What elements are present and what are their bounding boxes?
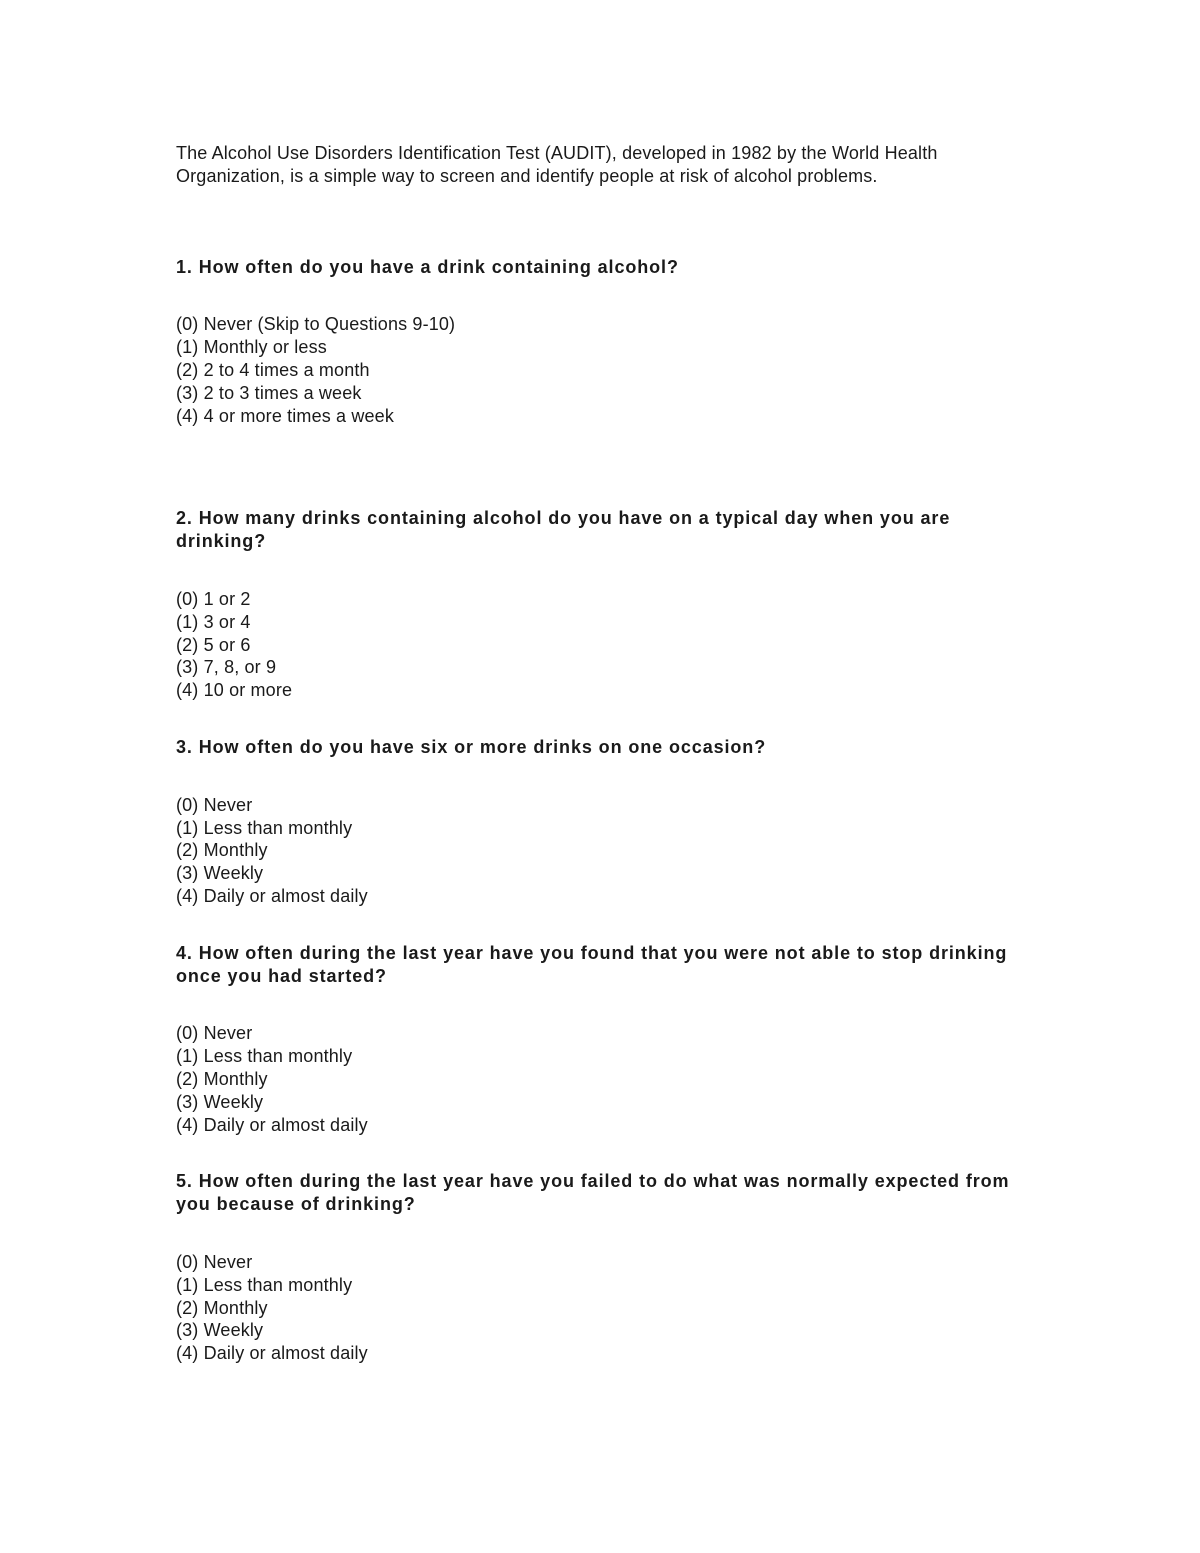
answer-option: (1) 3 or 4 xyxy=(176,611,251,632)
document-page xyxy=(176,142,1036,1365)
answer-option: (3) 2 to 3 times a week xyxy=(176,382,362,403)
answer-option: (2) 5 or 6 xyxy=(176,634,251,655)
intro-paragraph: The Alcohol Use Disorders Identification Test (AUDIT), developed in 1982 by the World Health Organization, is a simple way to screen and identify people at risk of alcohol problems. xyxy=(176,143,938,186)
answer-option: (2) 2 to 4 times a month xyxy=(176,359,370,380)
question-text: 2. How many drinks containing alcohol do you have on a typical day when you are drinking? xyxy=(176,508,951,552)
answer-option: (0) Never xyxy=(176,1251,253,1272)
question-1 xyxy=(176,256,1036,428)
answer-option: (4) Daily or almost daily xyxy=(176,1343,368,1364)
answer-option: (2) Monthly xyxy=(176,1297,268,1318)
answer-option: (2) Monthly xyxy=(176,1068,268,1089)
question-text: 1. How often do you have a drink containing alcohol? xyxy=(176,256,679,277)
question-3 xyxy=(176,736,1036,908)
answer-options xyxy=(176,313,1036,427)
answer-options xyxy=(176,794,1036,908)
question-text: 3. How often do you have six or more drinks on one occasion? xyxy=(176,736,767,757)
answer-option: (2) Monthly xyxy=(176,840,268,861)
answer-option: (0) 1 or 2 xyxy=(176,588,251,609)
question-5 xyxy=(176,1170,1036,1365)
answer-options xyxy=(176,1251,1036,1365)
answer-option: (1) Less than monthly xyxy=(176,817,353,838)
question-4 xyxy=(176,942,1036,1137)
answer-option: (0) Never (Skip to Questions 9-10) xyxy=(176,314,456,335)
question-text: 5. How often during the last year have you failed to do what was normally expected from you because of drinking? xyxy=(176,1171,1010,1215)
answer-option: (3) Weekly xyxy=(176,1320,264,1341)
answer-option: (3) 7, 8, or 9 xyxy=(176,657,277,678)
answer-option: (4) 10 or more xyxy=(176,680,293,701)
answer-option: (0) Never xyxy=(176,1023,253,1044)
answer-option: (1) Monthly or less xyxy=(176,337,327,358)
question-2 xyxy=(176,507,1036,702)
answer-option: (1) Less than monthly xyxy=(176,1046,353,1067)
answer-option: (3) Weekly xyxy=(176,863,264,884)
answer-options xyxy=(176,1022,1036,1136)
answer-option: (3) Weekly xyxy=(176,1091,264,1112)
question-text: 4. How often during the last year have you found that you were not able to stop drinking once you had started? xyxy=(176,942,1008,986)
answer-option: (0) Never xyxy=(176,794,253,815)
answer-option: (4) Daily or almost daily xyxy=(176,1114,368,1135)
answer-option: (1) Less than monthly xyxy=(176,1274,353,1295)
answer-options xyxy=(176,588,1036,702)
answer-option: (4) 4 or more times a week xyxy=(176,405,394,426)
answer-option: (4) Daily or almost daily xyxy=(176,885,368,906)
